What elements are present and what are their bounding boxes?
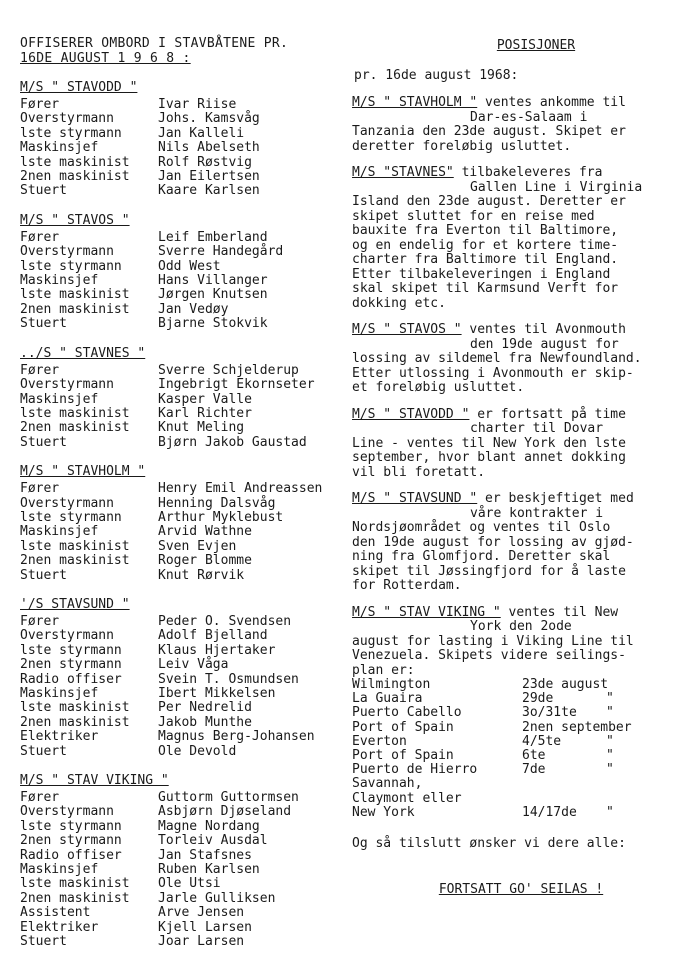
crew-role: 2nen styrmann <box>20 657 122 673</box>
paragraph-line: Nordsjøområdet og ventes til Oslo <box>352 520 611 535</box>
schedule-port: Everton <box>352 733 407 749</box>
paragraph-first-line <box>352 492 690 507</box>
schedule-row <box>352 777 690 791</box>
paragraph-line: Line - ventes til New York den lste <box>352 435 626 451</box>
position-paragraph <box>352 323 690 396</box>
paragraph-line: skal skipet til Karmsund Verft for <box>352 281 619 296</box>
paragraph-first-text: ventes til Avonmouth <box>461 322 626 337</box>
crew-name: Asbjørn Djøseland <box>158 804 292 820</box>
paragraph-line: Etter utlossing i Avonmouth er skip- <box>352 365 634 381</box>
crew-name: Nils Abelseth <box>158 140 260 156</box>
crew-row <box>20 921 350 935</box>
schedule-row <box>352 806 690 820</box>
crew-row <box>20 745 350 759</box>
crew-name: Jørgen Knutsen <box>158 287 268 303</box>
schedule-date: 3o/31te <box>522 705 577 721</box>
paragraph-line: september, hvor blant annet dokking <box>352 450 626 465</box>
schedule-ditto: " <box>606 762 614 778</box>
crew-name: Henry Emil Andreassen <box>158 481 323 497</box>
closing-line: Og så tilslutt ønsker vi dere alle: <box>352 836 626 852</box>
crew-role: Fører <box>20 97 60 112</box>
schedule-port: Wilmington <box>352 677 431 692</box>
crew-role: Stuert <box>20 316 67 332</box>
paragraph-first-line <box>352 323 690 338</box>
schedule-ditto: " <box>606 733 614 749</box>
crew-row <box>20 141 350 155</box>
paragraph-line: skipet sluttet for en reise med <box>352 208 595 224</box>
crew-role: Maskinsjef <box>20 524 99 540</box>
crew-name: Arthur Myklebust <box>158 509 284 525</box>
crew-row <box>20 421 350 435</box>
crew-list <box>20 98 350 199</box>
crew-row <box>20 303 350 317</box>
schedule-date: 29de <box>522 691 554 707</box>
ship-heading: M/S " STAV VIKING " <box>20 773 169 789</box>
positions-column <box>352 38 690 898</box>
paragraph-ship-name: M/S " STAVHOLM " <box>352 95 478 110</box>
schedule-date <box>522 777 606 791</box>
crew-role: lste maskinist <box>20 876 130 892</box>
officers-title <box>20 36 350 66</box>
crew-name: Jan Eilertsen <box>158 169 260 185</box>
schedule-ditto: " <box>606 748 614 764</box>
paragraph-line: vil bli foretatt. <box>352 464 486 480</box>
crew-role: Overstyrmann <box>20 244 114 260</box>
crew-name: Magnus Berg-Johansen <box>158 729 315 745</box>
paragraph-indent-line: Gallen Line i Virginia <box>470 179 643 195</box>
position-paragraph <box>352 492 690 594</box>
paragraph-first-text: tilbakeleveres fra <box>453 165 603 180</box>
crew-role: lste maskinist <box>20 538 130 554</box>
paragraph-line: dokking etc. <box>352 295 446 311</box>
paragraph-indent-line: Dar-es-Salaam i <box>470 109 588 125</box>
crew-name: Ruben Karlsen <box>158 862 260 878</box>
crew-role: lste maskinist <box>20 700 130 716</box>
crew-row <box>20 378 350 392</box>
crew-role: Fører <box>20 790 60 806</box>
crew-role: 2nen maskinist <box>20 890 130 906</box>
paragraph-line: Etter tilbakeleveringen i England <box>352 266 611 282</box>
crew-name: Per Nedrelid <box>158 700 252 716</box>
crew-row <box>20 629 350 643</box>
schedule-row <box>352 735 690 749</box>
crew-role: 2nen styrmann <box>20 833 122 849</box>
crew-name: Leif Emberland <box>158 229 268 245</box>
position-paragraph <box>352 96 690 154</box>
crew-row <box>20 482 350 496</box>
crew-name: Odd West <box>158 258 221 274</box>
crew-name: Ibert Mikkelsen <box>158 686 276 701</box>
paragraph-line: Venezuela. Skipets videre seilings- <box>352 648 626 663</box>
crew-role: lste styrmann <box>20 125 122 141</box>
crew-role: Elektriker <box>20 729 99 745</box>
paragraph-line: plan er: <box>352 662 415 678</box>
crew-name: Kaare Karlsen <box>158 183 260 199</box>
crew-row <box>20 877 350 891</box>
schedule-row <box>352 706 690 720</box>
position-paragraph <box>352 166 690 311</box>
crew-row <box>20 407 350 421</box>
crew-name: Klaus Hjertaker <box>158 642 276 658</box>
paragraph-line: for Rotterdam. <box>352 578 462 593</box>
crew-role: Overstyrmann <box>20 495 114 511</box>
crew-name: Roger Blomme <box>158 553 252 569</box>
paragraph-indent-line: charter til Dovar <box>470 421 604 436</box>
schedule-row <box>352 721 690 735</box>
crew-role: Overstyrmann <box>20 628 114 644</box>
paragraph-line: ning fra Glomfjord. Deretter skal <box>352 549 611 564</box>
crew-lists <box>20 80 350 950</box>
farewell-line: FORTSATT GO' SEILAS ! <box>438 882 604 898</box>
crew-role: Stuert <box>20 434 67 450</box>
paragraph-line: deretter foreløbig usluttet. <box>352 138 572 154</box>
crew-row <box>20 288 350 302</box>
crew-role: lste maskinist <box>20 287 130 303</box>
crew-name: Jakob Munthe <box>158 714 252 730</box>
crew-role: 2nen maskinist <box>20 553 130 569</box>
crew-name: Guttorm Guttormsen <box>158 790 299 806</box>
crew-role: lste styrmann <box>20 509 122 525</box>
crew-row <box>20 849 350 863</box>
crew-row <box>20 260 350 274</box>
officers-column <box>20 36 350 950</box>
crew-role: lste styrmann <box>20 258 122 274</box>
crew-row <box>20 791 350 805</box>
crew-role: Elektriker <box>20 919 99 935</box>
crew-row <box>20 863 350 877</box>
crew-role: 2nen maskinist <box>20 169 130 185</box>
paragraph-indent-line: York den 2ode <box>470 619 572 634</box>
crew-name: Karl Richter <box>158 405 252 421</box>
crew-name: Bjørn Jakob Gaustad <box>158 434 307 450</box>
schedule-port: Savannah, <box>352 776 423 792</box>
crew-role: Overstyrmann <box>20 111 114 127</box>
paragraph-ship-name: M/S " STAV VIKING " <box>352 604 501 620</box>
schedule-port: Port of Spain <box>352 719 454 735</box>
schedule-date <box>522 792 606 806</box>
ship-heading: M/S " STAVODD " <box>20 80 138 95</box>
schedule-port: New York <box>352 804 415 820</box>
paragraph-ship-name: M/S " STAVODD " <box>352 406 470 422</box>
schedule-date: 7de <box>522 762 546 778</box>
crew-name: Torleiv Ausdal <box>158 833 268 849</box>
crew-row <box>20 245 350 259</box>
crew-name: Jan Vedøy <box>158 301 229 317</box>
crew-role: Assistent <box>20 905 91 921</box>
paragraph-line: Island den 23de august. Deretter er <box>352 194 626 209</box>
crew-name: Sven Evjen <box>158 538 237 554</box>
crew-row <box>20 436 350 450</box>
crew-name: Rolf Røstvig <box>158 154 252 170</box>
paragraph-ship-name: M/S "STAVNES" <box>352 165 454 180</box>
schedule-date: 4/5te <box>522 733 562 749</box>
crew-name: Johs. Kamsvåg <box>158 111 260 127</box>
crew-row <box>20 511 350 525</box>
crew-role: Maskinsjef <box>20 273 99 289</box>
crew-role: Radio offiser <box>20 671 122 687</box>
crew-role: Overstyrmann <box>20 377 114 393</box>
schedule-row <box>352 749 690 763</box>
crew-name: Sverre Schjelderup <box>158 362 299 378</box>
crew-list <box>20 615 350 759</box>
crew-role: Fører <box>20 362 60 378</box>
crew-role: Maskinsjef <box>20 862 99 878</box>
position-paragraph <box>352 408 690 481</box>
paragraph-first-line <box>352 606 690 621</box>
position-paragraph <box>352 606 690 679</box>
schedule-date: 2nen september <box>522 719 632 735</box>
paragraph-first-text: ventes ankomme til <box>477 95 626 110</box>
crew-row <box>20 644 350 658</box>
paragraph-indent-line: våre kontrakter i <box>470 505 604 521</box>
crew-row <box>20 820 350 834</box>
crew-name: Arve Jensen <box>158 905 245 921</box>
crew-role: 2nen maskinist <box>20 714 130 730</box>
crew-role: Maskinsjef <box>20 140 99 156</box>
schedule-port: Puerto de Hierro <box>352 762 478 778</box>
paragraph-line: den 19de august for lossing av gjød- <box>352 534 634 550</box>
ship-heading: '/S STAVSUND " <box>20 596 130 612</box>
crew-row <box>20 615 350 629</box>
crew-row <box>20 274 350 288</box>
crew-row <box>20 673 350 687</box>
crew-name: Ivar Riise <box>158 97 237 112</box>
paragraph-line: bauxite fra Everton til Baltimore, <box>352 223 619 238</box>
crew-row <box>20 184 350 198</box>
schedule-row <box>352 792 690 806</box>
crew-role: 2nen maskinist <box>20 420 130 436</box>
crew-row <box>20 658 350 672</box>
crew-name: Kjell Larsen <box>158 919 252 935</box>
schedule-row <box>352 692 690 706</box>
paragraph-line: charter fra Baltimore til England. <box>352 252 619 267</box>
ship-heading: ../S " STAVNES " <box>20 345 146 361</box>
crew-role: Fører <box>20 229 60 245</box>
schedule-port: Port of Spain <box>352 748 454 764</box>
crew-role: Maskinsjef <box>20 391 99 407</box>
crew-name: Henning Dalsvåg <box>158 495 276 511</box>
crew-role: Stuert <box>20 567 67 583</box>
crew-name: Hans Villanger <box>158 273 268 289</box>
officers-title-line2: 16DE AUGUST 1 9 6 8 : <box>20 51 191 66</box>
schedule-row <box>352 763 690 777</box>
schedule-row <box>352 678 690 692</box>
crew-row <box>20 554 350 568</box>
schedule-ditto: " <box>606 705 614 721</box>
crew-row <box>20 364 350 378</box>
crew-row <box>20 317 350 331</box>
paragraph-line: august for lasting i Viking Line til <box>352 633 634 649</box>
paragraph-indent-line: den 19de august for <box>470 336 619 352</box>
schedule-ditto: " <box>606 804 614 820</box>
crew-name: Joar Larsen <box>158 934 245 950</box>
crew-row <box>20 540 350 554</box>
crew-row <box>20 730 350 744</box>
crew-role: Fører <box>20 481 60 497</box>
crew-role: Stuert <box>20 743 67 759</box>
paragraph-line: skipet til Jøssingfjord for å laste <box>352 563 626 579</box>
crew-row <box>20 716 350 730</box>
crew-role: lste styrmann <box>20 818 122 834</box>
crew-name: Adolf Bjelland <box>158 628 268 644</box>
crew-role: Stuert <box>20 934 67 950</box>
crew-name: Ole Devold <box>158 743 237 759</box>
crew-role: Overstyrmann <box>20 804 114 820</box>
crew-role: 2nen maskinist <box>20 301 130 317</box>
crew-row <box>20 834 350 848</box>
crew-name: Knut Rørvik <box>158 567 245 583</box>
positions-date-line: pr. 16de august 1968: <box>354 68 519 83</box>
crew-name: Sverre Handegård <box>158 244 284 260</box>
paragraph-line: et foreløbig usluttet. <box>352 380 525 395</box>
crew-list <box>20 231 350 332</box>
crew-name: Knut Meling <box>158 420 245 436</box>
ship-heading: M/S " STAVHOLM " <box>20 464 146 480</box>
crew-row <box>20 569 350 583</box>
crew-row <box>20 393 350 407</box>
crew-row <box>20 687 350 701</box>
crew-row <box>20 127 350 141</box>
crew-name: Jarle Gulliksen <box>158 890 276 906</box>
paragraph-ship-name: M/S " STAVSUND " <box>352 491 478 506</box>
crew-row <box>20 156 350 170</box>
paragraph-first-line <box>352 408 690 423</box>
crew-name: Arvid Wathne <box>158 524 252 540</box>
crew-role: Fører <box>20 613 60 629</box>
crew-role: lste styrmann <box>20 642 122 658</box>
crew-name: Bjarne Stokvik <box>158 316 268 332</box>
paragraph-first-text: er beskjeftiget med <box>477 491 634 506</box>
paragraph-line: Tanzania den 23de august. Skipet er <box>352 124 626 139</box>
crew-row <box>20 906 350 920</box>
paragraph-line: lossing av sildemel fra Newfoundland. <box>352 351 642 366</box>
schedule-port: Puerto Cabello <box>352 705 462 721</box>
crew-name: Kasper Valle <box>158 391 252 407</box>
schedule-date: 23de august <box>522 677 609 692</box>
schedule-port: Claymont eller <box>352 790 462 806</box>
crew-name: Ole Utsi <box>158 876 221 892</box>
crew-role: lste maskinist <box>20 405 130 421</box>
paragraph-first-text: ventes til New <box>500 604 619 620</box>
crew-name: Leiv Våga <box>158 657 229 673</box>
schedule-port: La Guaira <box>352 691 423 707</box>
crew-row <box>20 170 350 184</box>
crew-list <box>20 482 350 583</box>
schedule-date: 14/17de <box>522 804 577 820</box>
crew-list <box>20 791 350 949</box>
paragraph-first-line <box>352 96 690 111</box>
crew-row <box>20 701 350 715</box>
paragraph-first-text: er fortsatt på time <box>469 406 626 422</box>
officers-title-line1: OFFISERER OMBORD I STAVBÅTENE PR. <box>20 36 289 51</box>
crew-name: Jan Kalleli <box>158 125 245 141</box>
crew-row <box>20 497 350 511</box>
crew-row <box>20 892 350 906</box>
crew-role: lste maskinist <box>20 154 130 170</box>
schedule-ditto: " <box>606 691 614 707</box>
crew-name: Svein T. Osmundsen <box>158 671 299 687</box>
schedule-date: 6te <box>522 748 546 764</box>
crew-row <box>20 112 350 126</box>
crew-row <box>20 231 350 245</box>
crew-name: Peder O. Svendsen <box>158 613 292 629</box>
paragraph-line: og en endelig for et kortere time- <box>352 237 619 253</box>
ship-heading: M/S " STAVOS " <box>20 212 130 228</box>
positions-heading: POSISJONER <box>496 38 576 53</box>
crew-row <box>20 805 350 819</box>
crew-role: Radio offiser <box>20 847 122 863</box>
crew-name: Jan Stafsnes <box>158 847 252 863</box>
crew-name: Ingebrigt Ekornseter <box>158 377 315 393</box>
crew-row <box>20 935 350 949</box>
crew-name: Magne Nordang <box>158 818 260 834</box>
crew-list <box>20 364 350 450</box>
crew-role: Maskinsjef <box>20 686 99 701</box>
paragraph-first-line <box>352 166 690 181</box>
crew-row <box>20 525 350 539</box>
paragraph-ship-name: M/S " STAVOS " <box>352 322 462 337</box>
sailing-schedule <box>352 678 690 820</box>
crew-role: Stuert <box>20 183 67 199</box>
position-paragraphs <box>352 96 690 678</box>
crew-row <box>20 98 350 112</box>
